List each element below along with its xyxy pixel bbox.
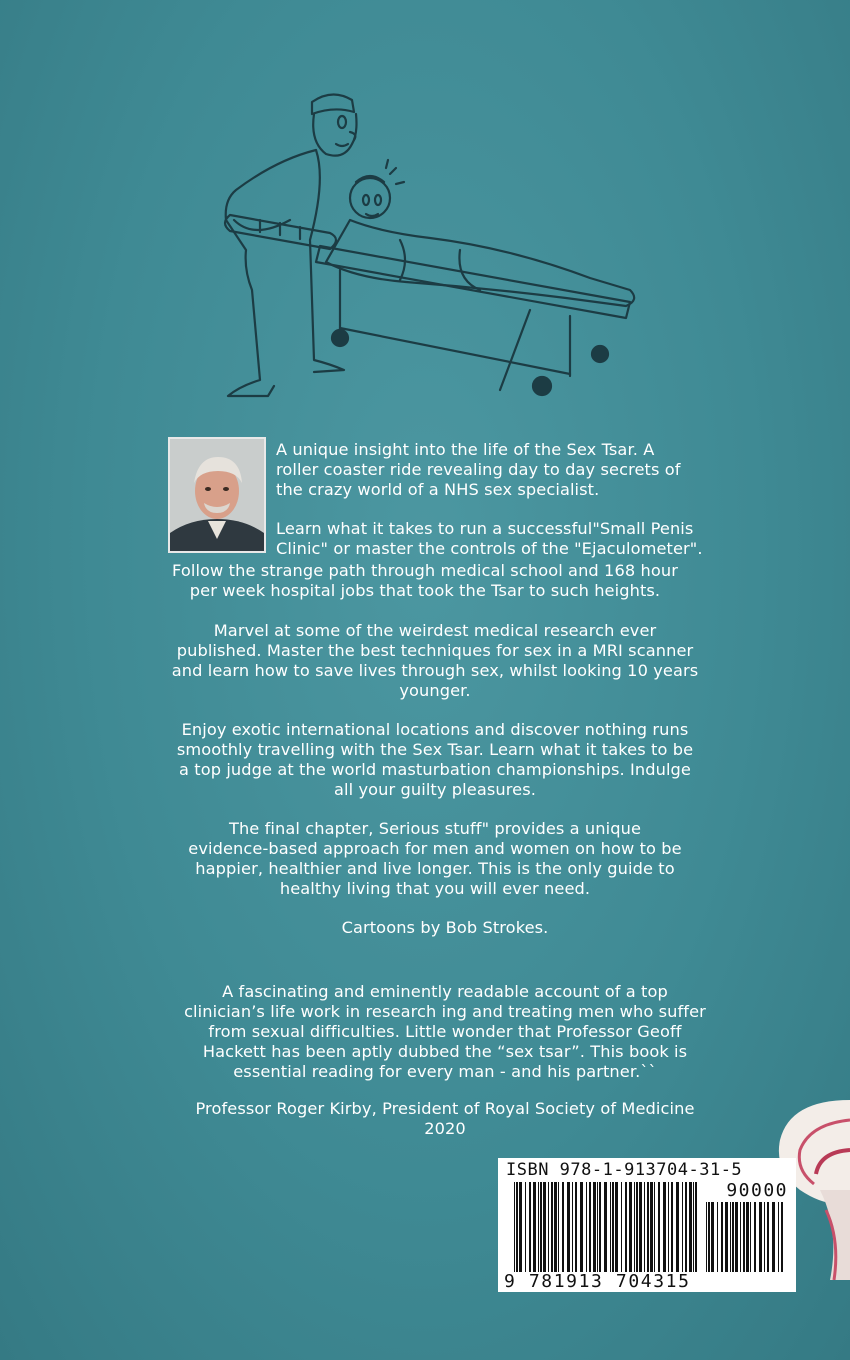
blurb-line: Follow the strange path through medical school and 168 hour xyxy=(172,561,678,580)
blurb-intro xyxy=(276,440,796,500)
quote-line: Hackett has been aptly dubbed the “sex tsar”. This book is xyxy=(202,1042,688,1061)
isbn-label: ISBN 978-1-913704-31-5 xyxy=(506,1160,743,1180)
blurb-line: Learn what it takes to run a successful"Small Penis xyxy=(276,519,694,538)
blurb-line: The final chapter, Serious stuff" provides a unique xyxy=(228,819,642,838)
blurb-line: younger. xyxy=(399,681,471,700)
quote-line: essential reading for every man - and his partner.`` xyxy=(233,1062,657,1081)
blurb-line: smoothly travelling with the Sex Tsar. Learn what it takes to be xyxy=(176,740,694,759)
blurb-line: A unique insight into the life of the Sex Tsar. A xyxy=(276,440,655,459)
blurb-line: Clinic" or master the controls of the "Ejaculometer". xyxy=(276,539,703,558)
blurb-line: Marvel at some of the weirdest medical research ever xyxy=(213,621,657,640)
blurb-line: roller coaster ride revealing day to day secrets of xyxy=(276,460,681,479)
blurb-final xyxy=(130,819,740,899)
ean-barcode-icon xyxy=(514,1182,698,1272)
author-photo xyxy=(168,437,266,553)
blurb-research xyxy=(130,621,740,701)
blurb-line: and learn how to save lives through sex, whilst looking 10 years xyxy=(171,661,699,680)
cartoon-doctor-patient-stretcher-icon xyxy=(225,94,634,396)
blurb-line: published. Master the best techniques for sex in a MRI scanner xyxy=(176,641,694,660)
blurb-line: healthy living that you will ever need. xyxy=(279,879,591,898)
blurb-line: all your guilty pleasures. xyxy=(334,780,536,799)
attribution-line: Professor Roger Kirby, President of Royal Society of Medicine xyxy=(195,1099,695,1118)
blurb-clinic xyxy=(276,519,816,559)
blurb-line: the crazy world of a NHS sex specialist. xyxy=(276,480,600,499)
quote-line: clinician’s life work in research ing and treating men who suffer xyxy=(184,1002,706,1021)
blurb-line: per week hospital jobs that took the Tsar to such heights. xyxy=(189,581,661,600)
blurb-line: Enjoy exotic international locations and discover nothing runs xyxy=(181,720,689,739)
blurb-line: happier, healthier and live longer. This is the only guide to xyxy=(195,859,675,878)
attribution-line: 2020 xyxy=(424,1119,466,1138)
blurb-line: evidence-based approach for men and women on how to be xyxy=(188,839,682,858)
review-attribution xyxy=(120,1099,770,1139)
addon-barcode-icon xyxy=(706,1202,790,1272)
blurb-path xyxy=(130,561,720,601)
blurb-line: a top judge at the world masturbation championships. Indulge xyxy=(179,760,691,779)
quote-line: A fascinating and eminently readable account of a top xyxy=(222,982,668,1001)
author-portrait-icon xyxy=(170,439,264,551)
cartoons-credit: Cartoons by Bob Strokes. xyxy=(341,918,549,937)
barcode-panel xyxy=(498,1158,796,1292)
quote-line: from sexual difficulties. Little wonder that Professor Geoff xyxy=(208,1022,682,1041)
ean-digits: 9 781913 704315 xyxy=(504,1271,691,1292)
review-quote xyxy=(125,982,765,1082)
cartoon-illustration xyxy=(200,70,660,420)
blurb-travel xyxy=(130,720,740,800)
price-code: 90000 xyxy=(726,1180,788,1201)
